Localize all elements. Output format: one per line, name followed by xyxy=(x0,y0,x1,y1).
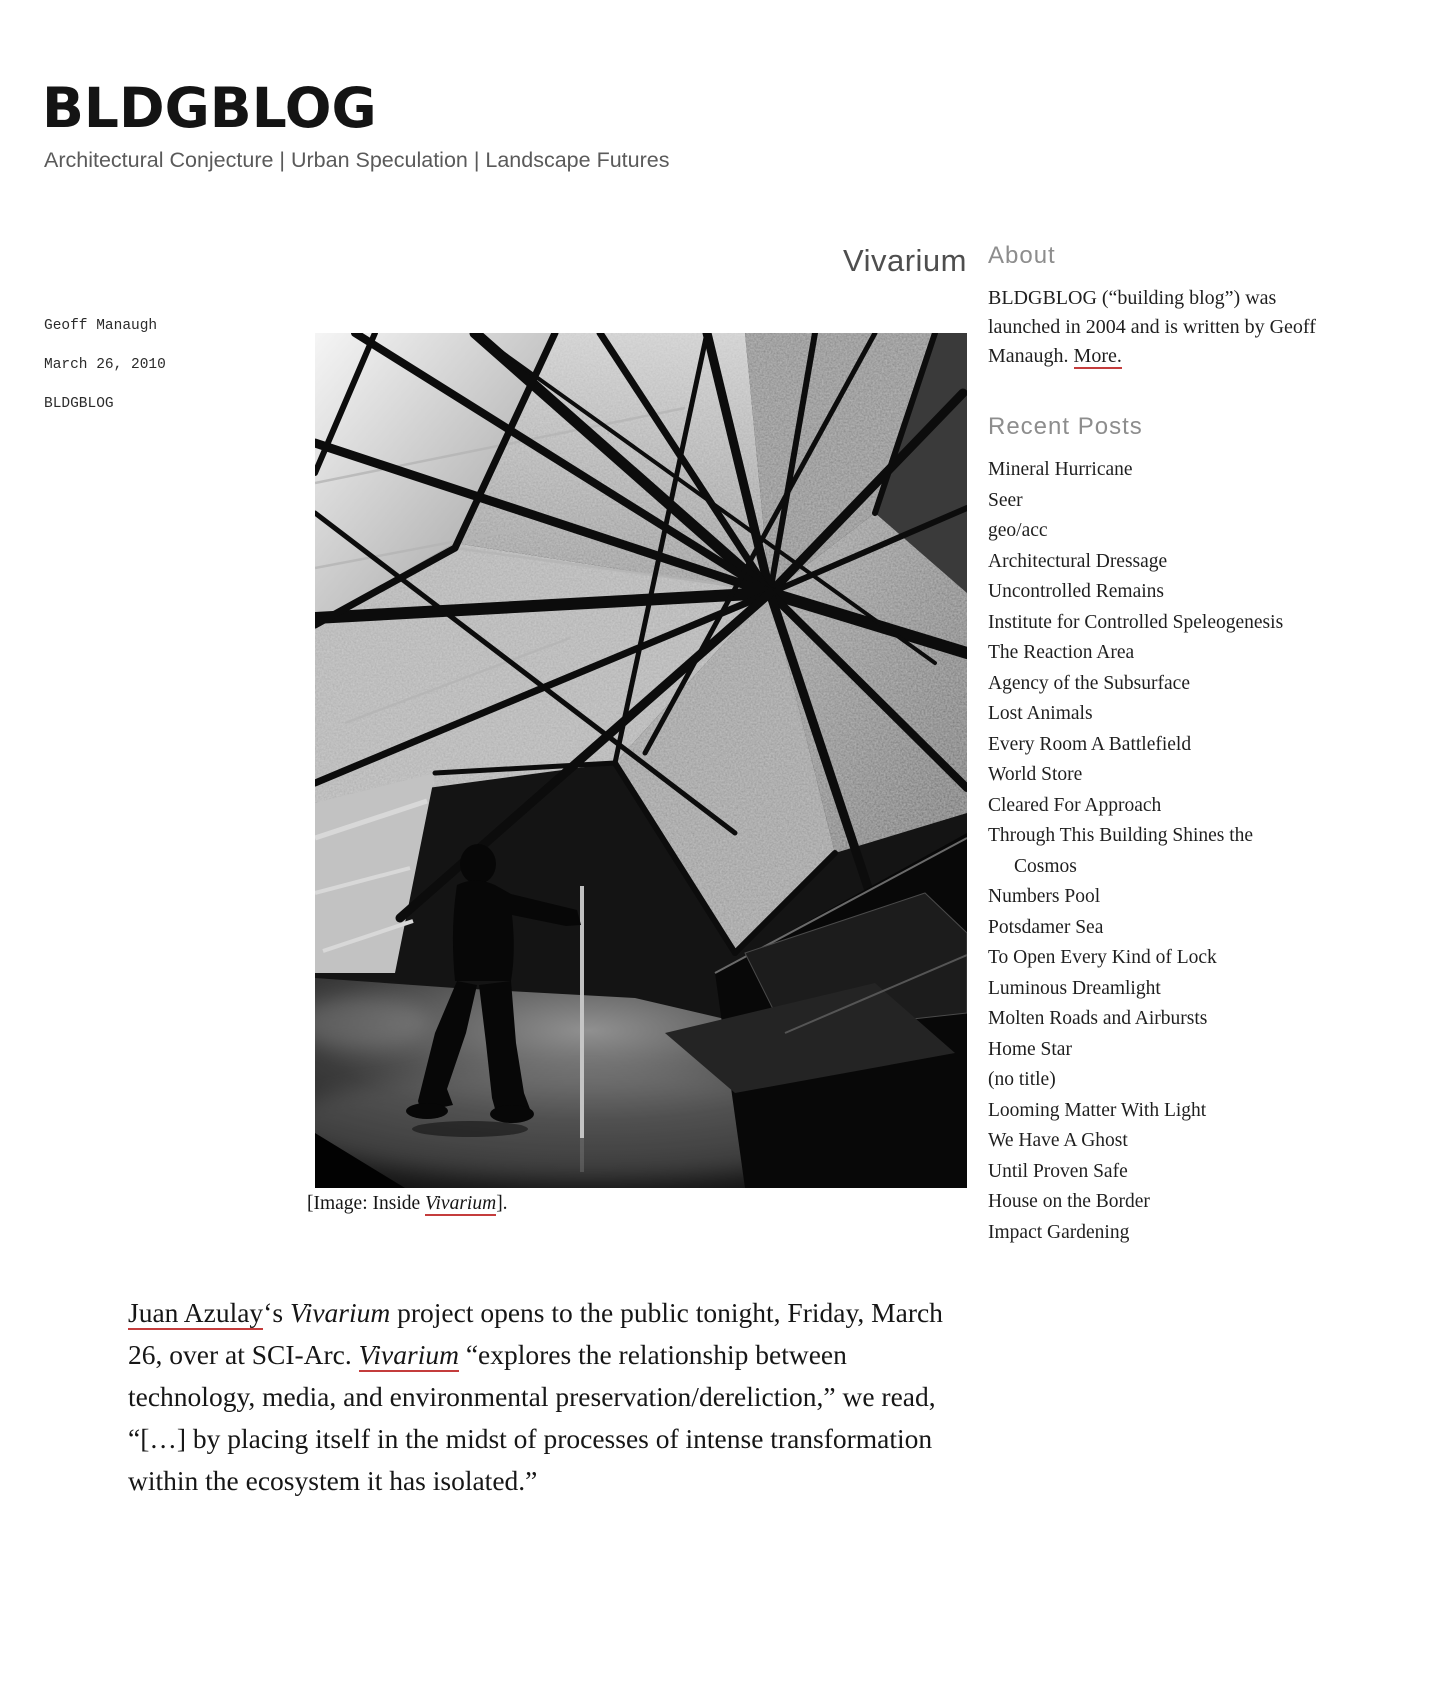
recent-post-link[interactable]: Agency of the Subsurface xyxy=(988,672,1190,694)
post-author: Geoff Manaugh xyxy=(44,318,158,334)
juan-azulay-link[interactable]: Juan Azulay xyxy=(128,1296,264,1328)
recent-post-link[interactable]: Architectural Dressage xyxy=(988,550,1168,572)
recent-post-item xyxy=(988,1126,1322,1157)
recent-post-link[interactable]: To Open Every Kind of Lock xyxy=(988,947,1217,968)
recent-post-link[interactable]: Molten Roads and Airbursts xyxy=(988,1008,1208,1029)
recent-post-item xyxy=(988,882,1322,913)
recent-post-item xyxy=(988,577,1322,608)
about-body: BLDGBLOG (“building blog”) was launched in 2004 and is written by Geoff Manaugh. xyxy=(988,287,1316,367)
recent-post-item xyxy=(988,638,1322,669)
recent-post-link[interactable]: Seer xyxy=(988,489,1023,511)
recent-post-item xyxy=(988,913,1322,944)
vivarium-link[interactable]: Vivarium xyxy=(358,1338,459,1370)
post-body xyxy=(128,1292,950,1502)
recent-post-link[interactable]: Until Proven Safe xyxy=(988,1160,1128,1182)
recent-post-item xyxy=(988,699,1322,730)
recent-post-link[interactable]: Lost Animals xyxy=(988,703,1093,724)
body-mid-text: project opens to the public tonight, Friday, March 26, over at SCI-Arc. xyxy=(128,1296,943,1370)
photo-caption xyxy=(307,1193,508,1215)
recent-post-item xyxy=(988,1004,1322,1035)
recent-post-link[interactable]: (no title) xyxy=(988,1069,1056,1090)
about-more-link[interactable]: More. xyxy=(1073,345,1122,367)
recent-post-link[interactable]: House on the Border xyxy=(988,1191,1150,1212)
recent-post-item xyxy=(988,1035,1322,1066)
recent-post-link[interactable]: Potsdamer Sea xyxy=(988,916,1104,938)
recent-post-link[interactable]: Every Room A Battlefield xyxy=(988,733,1192,755)
post-title: Vivarium xyxy=(842,243,967,278)
post-category: BLDGBLOG xyxy=(44,396,114,412)
caption-suffix: ]. xyxy=(496,1193,508,1214)
about-text xyxy=(988,284,1322,371)
post-date: March 26, 2010 xyxy=(44,357,166,373)
recent-post-item xyxy=(988,1218,1322,1249)
recent-post-item xyxy=(988,669,1322,700)
recent-post-item xyxy=(988,547,1322,578)
vivarium-photo xyxy=(315,333,967,1188)
recent-post-item xyxy=(988,1065,1322,1096)
photo-illustration xyxy=(315,333,967,1188)
recent-post-item xyxy=(988,791,1322,822)
pole xyxy=(580,886,584,1172)
body-apostrophe: ‘s xyxy=(263,1296,290,1328)
recent-post-link[interactable]: Institute for Controlled Speleogenesis xyxy=(988,611,1284,633)
caption-vivarium-link[interactable]: Vivarium xyxy=(425,1193,497,1214)
recent-posts-heading: Recent Posts xyxy=(988,413,1143,440)
recent-post-link[interactable]: Mineral Hurricane xyxy=(988,459,1133,480)
recent-post-link[interactable]: Numbers Pool xyxy=(988,886,1101,907)
sidebar xyxy=(988,242,1322,1248)
recent-post-link[interactable]: Impact Gardening xyxy=(988,1221,1130,1243)
recent-post-link[interactable]: Cleared For Approach xyxy=(988,794,1162,816)
recent-post-item xyxy=(988,1157,1322,1188)
recent-post-item xyxy=(988,516,1322,547)
recent-post-item xyxy=(988,1096,1322,1127)
recent-post-item xyxy=(988,821,1294,882)
caption-prefix: [Image: Inside xyxy=(307,1193,426,1214)
recent-post-link[interactable]: World Store xyxy=(988,764,1083,785)
recent-post-link[interactable]: Through This Building Shines the Cosmos xyxy=(988,825,1254,877)
about-heading: About xyxy=(988,242,1056,269)
recent-post-item xyxy=(988,730,1322,761)
recent-post-link[interactable]: Looming Matter With Light xyxy=(988,1099,1207,1121)
recent-post-item xyxy=(988,974,1322,1005)
body-italic-vivarium: Vivarium xyxy=(289,1296,391,1328)
recent-post-link[interactable]: We Have A Ghost xyxy=(988,1130,1128,1151)
recent-post-item xyxy=(988,1187,1322,1218)
recent-post-link[interactable]: The Reaction Area xyxy=(988,642,1135,663)
recent-post-item xyxy=(988,455,1322,486)
site-logo[interactable]: BLDGBLOG xyxy=(42,76,377,140)
recent-post-item xyxy=(988,943,1322,974)
recent-posts-list xyxy=(988,455,1322,1248)
recent-post-link[interactable]: geo/acc xyxy=(988,520,1048,541)
recent-post-item xyxy=(988,608,1322,639)
site-tagline: Architectural Conjecture | Urban Speculation | Landscape Futures xyxy=(44,148,670,172)
recent-post-item xyxy=(988,486,1322,517)
post-meta xyxy=(44,318,166,435)
recent-post-link[interactable]: Luminous Dreamlight xyxy=(988,977,1161,999)
recent-post-link[interactable]: Uncontrolled Remains xyxy=(988,581,1165,602)
recent-post-link[interactable]: Home Star xyxy=(988,1038,1072,1060)
body-end-text: “explores the relationship between technology, media, and environmental preservation/dereliction,” we read, “[…] by placing itself in the midst of processes of intense transformation within the ecosystem it has isolated.” xyxy=(128,1338,936,1496)
recent-post-item xyxy=(988,760,1322,791)
